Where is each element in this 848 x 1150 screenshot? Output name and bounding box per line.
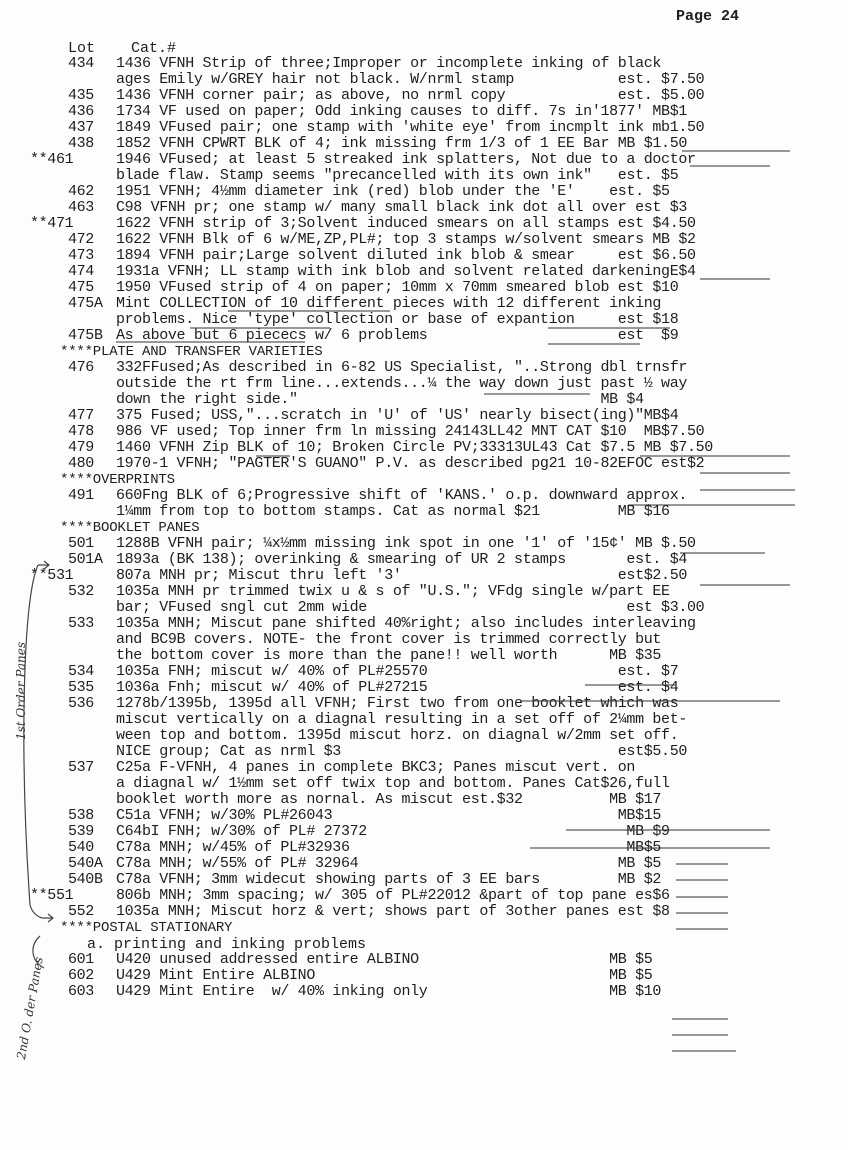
lot-description: 807a MNH pr; Miscut thru left '3' est$2.50 <box>116 567 687 584</box>
lot-number: 475B <box>68 327 103 344</box>
lot-description: 806b MNH; 3mm spacing; w/ 305 of PL#22012 &part of top pane es$6 <box>116 887 670 904</box>
lot-number: 462 <box>68 183 94 200</box>
lot-description: 986 VF used; Top inner frm ln missing 24143LL42 MNT CAT $10 MB$7.50 <box>116 423 705 440</box>
lot-description: 1894 VFNH pair;Large solvent diluted ink blob & smear est $6.50 <box>116 247 696 264</box>
lot-description: 1946 VFused; at least 5 streaked ink splatters, Not due to a doctor <box>116 151 696 168</box>
lot-description: 1036a Fnh; miscut w/ 40% of PL#27215 est. $4 <box>116 679 679 696</box>
lot-description: miscut vertically on a diagnal resulting in a set off of 2¼mm bet- <box>116 711 687 728</box>
lot-description: U429 Mint Entire ALBINO MB $5 <box>116 967 653 984</box>
lot-description: C51a VFNH; w/30% PL#26043 MB$15 <box>116 807 662 824</box>
lot-number: 540 <box>68 839 94 856</box>
lot-number: 540B <box>68 871 103 888</box>
lot-description: 1852 VFNH CPWRT BLK of 4; ink missing frm 1/3 of 1 EE Bar MB $1.50 <box>116 135 687 152</box>
lot-number: **551 <box>30 887 74 904</box>
margin-note-second-order: 2nd O. der Panes <box>14 955 46 1061</box>
lot-description: 1460 VFNH Zip BLK of 10; Broken Circle PV;33313UL43 Cat $7.5 MB $7.50 <box>116 439 713 456</box>
section-heading-overprints: ****OVERPRINTS <box>60 472 175 488</box>
lot-number: 533 <box>68 615 94 632</box>
bracket-first-order <box>24 565 42 918</box>
lot-description: ages Emily w/GREY hair not black. W/nrml stamp est. $7.50 <box>116 71 705 88</box>
lot-number: 475 <box>68 279 94 296</box>
lot-description: 1951 VFNH; 4½mm diameter ink (red) blob under the 'E' est. $5 <box>116 183 670 200</box>
lot-description: blade flaw. Stamp seems "precancelled with its own ink" est. $5 <box>116 167 679 184</box>
lot-description: outside the rt frm line...extends...¼ the way down just past ½ way <box>116 375 687 392</box>
lot-description: bar; VFused sngl cut 2mm wide est $3.00 <box>116 599 705 616</box>
lot-number: 478 <box>68 423 94 440</box>
lot-number: 438 <box>68 135 94 152</box>
lot-description: 1278b/1395b, 1395d all VFNH; First two from one booklet which was <box>116 695 679 712</box>
cat-header: Cat.# <box>131 40 177 57</box>
lot-number: 473 <box>68 247 94 264</box>
lot-description: U420 unused addressed entire ALBINO MB $5 <box>116 951 653 968</box>
lot-number: 534 <box>68 663 94 680</box>
lot-description: down the right side." MB $4 <box>116 391 644 408</box>
lot-description: C78a VFNH; 3mm widecut showing parts of 3 EE bars MB $2 <box>116 871 662 888</box>
lot-description: ween top and bottom. 1395d miscut horz. on diagnal w/2mm set off. <box>116 727 679 744</box>
page-number: Page 24 <box>676 8 740 25</box>
lot-description: C64bI FNH; w/30% of PL# 27372 MB $9 <box>116 823 670 840</box>
lot-number: 434 <box>68 55 94 72</box>
lot-number: 501 <box>68 535 94 552</box>
arrow-540b <box>42 914 53 922</box>
lot-number: 603 <box>68 983 94 1000</box>
lot-description: 1893a (BK 138); overinking & smearing of UR 2 stamps est. $4 <box>116 551 687 568</box>
lot-description: 1¼mm from top to bottom stamps. Cat as normal $21 MB $16 <box>116 503 670 520</box>
lot-description: problems. Nice 'type' collection or base of expantion est $18 <box>116 311 679 328</box>
lot-number: 536 <box>68 695 94 712</box>
section-heading-postal: ****POSTAL STATIONARY <box>60 920 233 936</box>
lot-description: and BC9B covers. NOTE- the front cover is trimmed correctly but <box>116 631 662 648</box>
lot-description: booklet worth more as nornal. As miscut est.$32 MB $17 <box>116 791 662 808</box>
lot-description: 1734 VF used on paper; Odd inking causes to diff. 7s in'1877' MB$1 <box>116 103 687 120</box>
lot-description: C98 VFNH pr; one stamp w/ many small black ink dot all over est $3 <box>116 199 687 216</box>
lot-description: 1436 VFNH Strip of three;Improper or incomplete inking of black <box>116 55 662 72</box>
postal-subheading: a. printing and inking problems <box>87 936 367 953</box>
lot-description: 660Fng BLK of 6;Progressive shift of 'KANS.' o.p. downward approx. <box>116 487 687 504</box>
lot-description: Mint COLLECTION of 10 different pieces with 12 different inking <box>116 295 662 312</box>
lot-description: 1950 VFused strip of 4 on paper; 10mm x 70mm smeared blob est $10 <box>116 279 679 296</box>
lot-number: 601 <box>68 951 94 968</box>
lot-number: 539 <box>68 823 94 840</box>
lot-description: U429 Mint Entire w/ 40% inking only MB $10 <box>116 983 662 1000</box>
lot-number: 435 <box>68 87 94 104</box>
lot-number: 602 <box>68 967 94 984</box>
lot-number: 552 <box>68 903 94 920</box>
lot-description: 1849 VFused pair; one stamp with 'white eye' from incmplt ink mb1.50 <box>116 119 705 136</box>
lot-number: 479 <box>68 439 94 456</box>
lot-number: 437 <box>68 119 94 136</box>
lot-description: 1622 VFNH strip of 3;Solvent induced smears on all stamps est $4.50 <box>116 215 696 232</box>
lot-description: 1970-1 VFNH; "PAGTER'S GUANO" P.V. as described pg21 10-82EFOC est$2 <box>116 455 705 472</box>
lot-number: 436 <box>68 103 94 120</box>
lot-description: the bottom cover is more than the pane!! well worth MB $35 <box>116 647 662 664</box>
lot-number: 532 <box>68 583 94 600</box>
lot-number: 463 <box>68 199 94 216</box>
margin-note-first-order: 1st Order Panes <box>14 641 28 740</box>
lot-number: **531 <box>30 567 74 584</box>
lot-number: 476 <box>68 359 94 376</box>
lot-description: As above but 6 piececs w/ 6 problems est $9 <box>116 327 679 344</box>
lot-number: 537 <box>68 759 94 776</box>
lot-description: C78a MNH; w/55% of PL# 32964 MB $5 <box>116 855 662 872</box>
lot-description: a diagnal w/ 1½mm set off twix top and bottom. Panes Cat$26,full <box>116 775 670 792</box>
lot-number: 480 <box>68 455 94 472</box>
section-heading-plate: ****PLATE AND TRANSFER VARIETIES <box>60 344 323 360</box>
lot-number: 501A <box>68 551 103 568</box>
lot-description: NICE group; Cat as nrml $3 est$5.50 <box>116 743 687 760</box>
lot-description: C78a MNH; w/45% of PL#32936 MB$5 <box>116 839 662 856</box>
lot-description: 1035a MNH; Miscut pane shifted 40%right; also includes interleaving <box>116 615 696 632</box>
lot-number: 472 <box>68 231 94 248</box>
lot-number: **471 <box>30 215 74 232</box>
lot-description: 1288B VFNH pair; ¼x½mm missing ink spot in one '1' of '15¢' MB $.50 <box>116 535 696 552</box>
lot-number: 535 <box>68 679 94 696</box>
lot-description: 332FFused;As described in 6-82 US Specialist, "..Strong dbl trnsfr <box>116 359 687 376</box>
lot-description: 375 Fused; USS,"...scratch in 'U' of 'US' nearly bisect(ing)"MB$4 <box>116 407 679 424</box>
lot-number: 491 <box>68 487 94 504</box>
lot-description: 1931a VFNH; LL stamp with ink blob and solvent related darkeningE$4 <box>116 263 696 280</box>
section-heading-booklet: ****BOOKLET PANES <box>60 520 200 536</box>
lot-description: 1622 VFNH Blk of 6 w/ME,ZP,PL#; top 3 stamps w/solvent smears MB $2 <box>116 231 696 248</box>
lot-description: C25a F-VFNH, 4 panes in complete BKC3; Panes miscut vert. on <box>116 759 636 776</box>
lot-number: 475A <box>68 295 103 312</box>
lot-header: Lot <box>68 40 96 57</box>
lot-number: 477 <box>68 407 94 424</box>
lot-description: 1436 VFNH corner pair; as above, no nrml copy est. $5.00 <box>116 87 705 104</box>
lot-number: **461 <box>30 151 74 168</box>
lot-description: 1035a FNH; miscut w/ 40% of PL#25570 est. $7 <box>116 663 679 680</box>
lot-number: 540A <box>68 855 103 872</box>
lot-description: 1035a MNH; Miscut horz & vert; shows part of 3other panes est $8 <box>116 903 670 920</box>
lot-number: 538 <box>68 807 94 824</box>
lot-description: 1035a MNH pr trimmed twix u & s of "U.S."; VFdg single w/part EE <box>116 583 670 600</box>
lot-number: 474 <box>68 263 94 280</box>
